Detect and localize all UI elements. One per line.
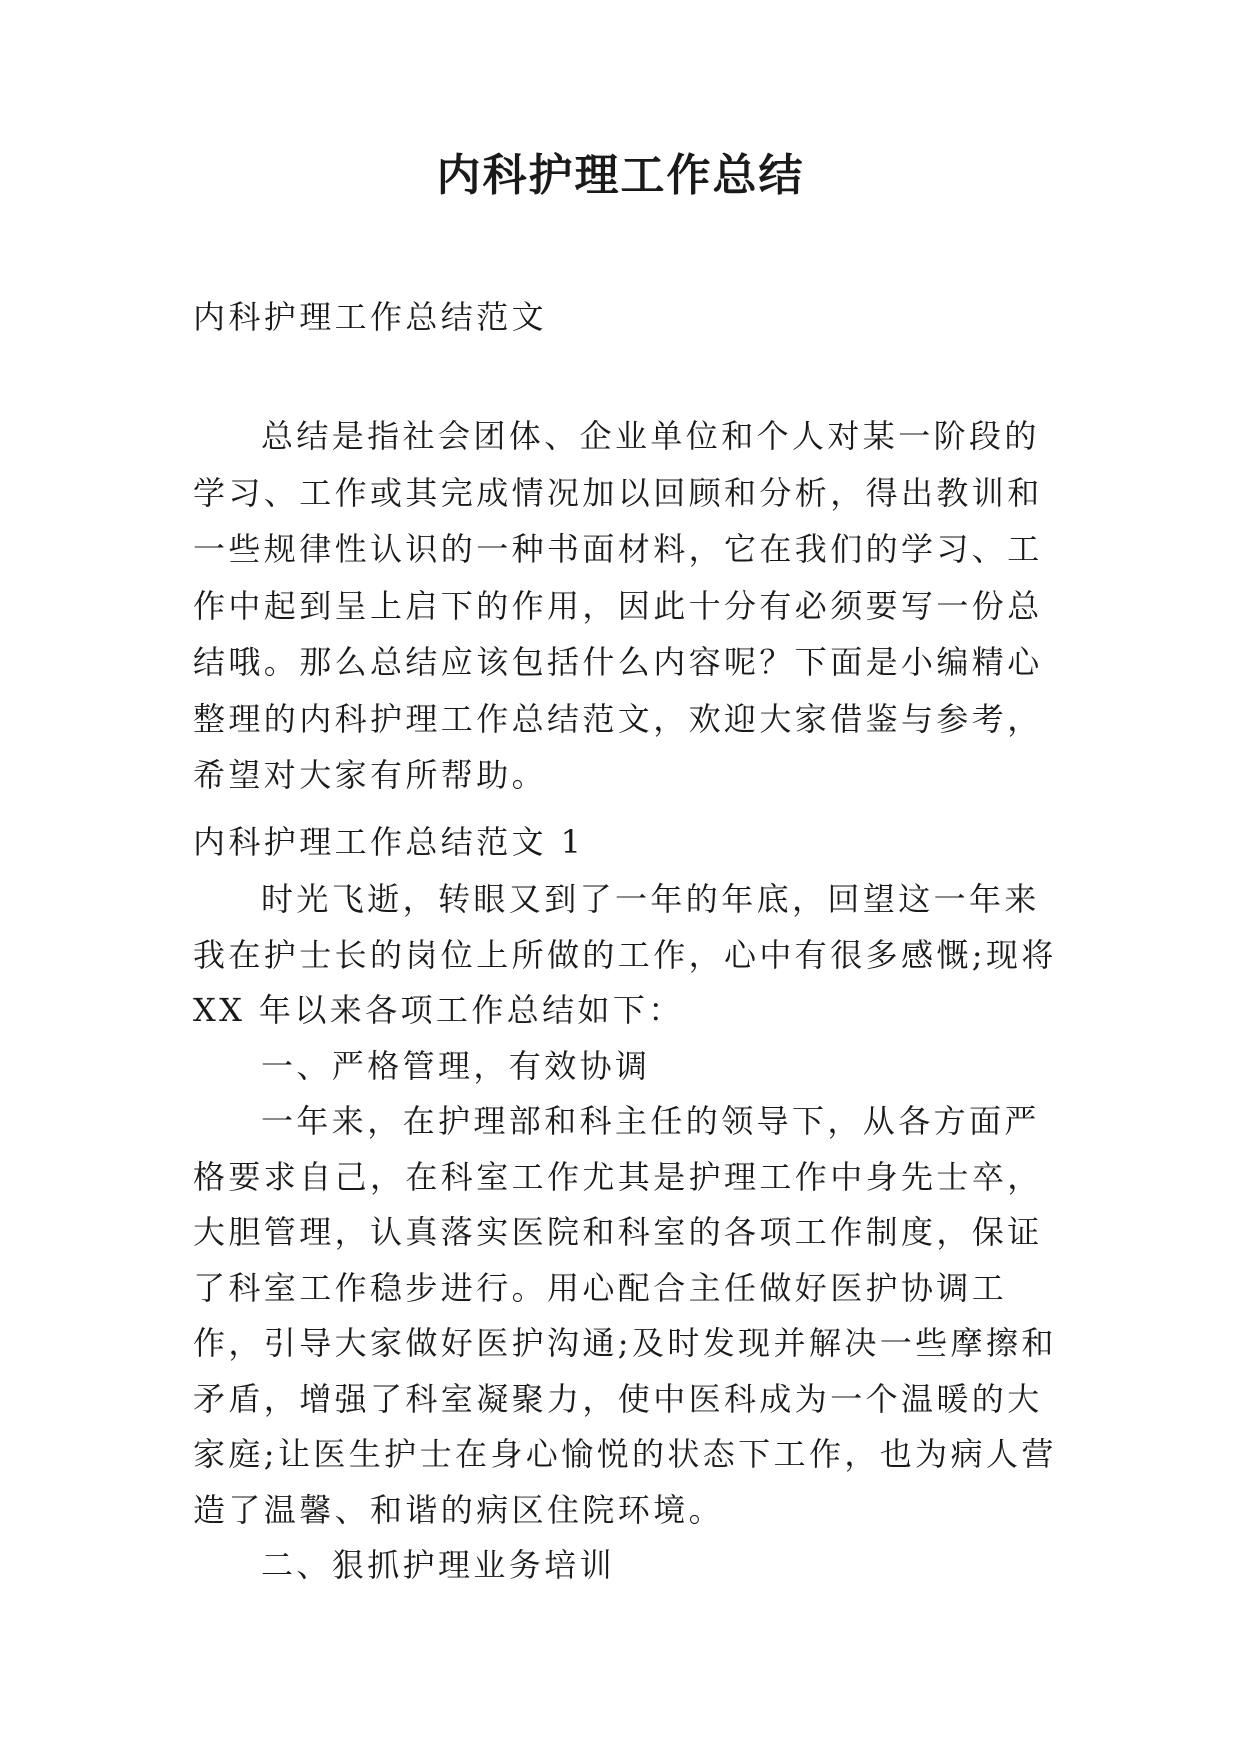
- document-title: 内科护理工作总结: [436, 150, 805, 201]
- heading-strict-management: 一、严格管理，有效协调: [261, 1046, 651, 1085]
- paragraph-opening: 时光飞逝，转眼又到了一年的年底，回望这一年来我在护士长的岗位上所做的工作，心中有很多感慨;现将 XX 年以来各项工作总结如下：: [193, 880, 1057, 1029]
- section-content: [193, 872, 1063, 1594]
- heading-training: 二、狠抓护理业务培训: [261, 1546, 616, 1584]
- intro-paragraph: 总结是指社会团体、企业单位和个人对某一阶段的学习、工作或其完成情况加以回顾和分析，得出教训和一些规律性认识的一种书面材料，它在我们的学习、工作中起到呈上启下的作用，因此十分有必须要写一份总结哦。那么总结应该包括什么内容呢？下面是小编精心整理的内科护理工作总结范文，欢迎大家借鉴与参考，希望对大家有所帮助。: [193, 417, 1043, 794]
- section-heading: 内科护理工作总结范文 1: [193, 823, 585, 861]
- document-subtitle: 内科护理工作总结范文: [193, 298, 548, 336]
- paragraph-management: 一年来，在护理部和科主任的领导下，从各方面严格要求自己，在科室工作尤其是护理工作中身先士卒，大胆管理，认真落实医院和科室的各项工作制度，保证了科室工作稳步进行。用心配合主任做好医护协调工作，引导大家做好医护沟通;及时发现并解决一些摩擦和矛盾，增强了科室凝聚力，使中医科成为一个温暖的大家庭;让医生护士在身心愉悦的状态下工作，也为病人营造了温馨、和谐的病区住院环境。: [193, 1102, 1057, 1529]
